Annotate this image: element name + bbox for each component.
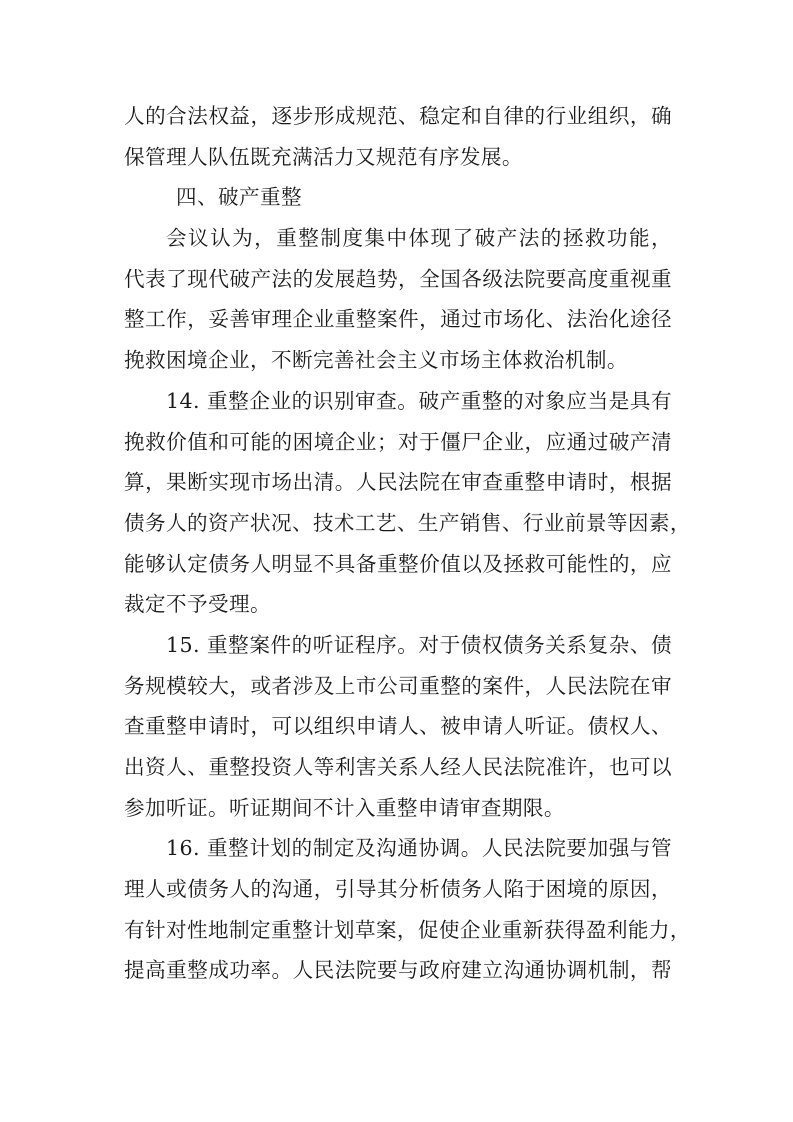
text-line: 有针对性地制定重整计划草案，促使企业重新获得盈利能力， — [124, 917, 691, 942]
paragraph-intro — [124, 218, 672, 381]
text-line: 14. 重整企业的识别审查。破产重整的对象应当是具有 — [166, 388, 672, 413]
text-line: 15. 重整案件的听证程序。对于债权债务关系复杂、债 — [166, 632, 672, 657]
paragraph-item-15 — [124, 625, 672, 828]
text-line: 查重整申请时，可以组织申请人、被申请人听证。债权人、 — [124, 714, 672, 739]
text-line: 务规模较大，或者涉及上市公司重整的案件，人民法院在审 — [124, 673, 672, 698]
text-line: 参加听证。听证期间不计入重整申请审查期限。 — [124, 795, 565, 820]
document-body — [124, 96, 691, 991]
text-line: 出资人、重整投资人等利害关系人经人民法院准许，也可以 — [124, 755, 672, 779]
text-line: 人的合法权益，逐步形成规范、稳定和自律的行业组织，确 — [124, 104, 672, 128]
text-line: 算，果断实现市场出清。人民法院在审查重整申请时，根据 — [124, 470, 672, 495]
text-line: 整工作，妥善审理企业重整案件，通过市场化、法治化途径 — [124, 307, 672, 332]
text-line: 债务人的资产状况、技术工艺、生产销售、行业前景等因素， — [124, 510, 691, 535]
text-line: 挽救价值和可能的困境企业；对于僵尸企业，应通过破产清 — [124, 429, 672, 454]
text-line: 保管理人队伍既充满活力又规范有序发展。 — [124, 144, 523, 169]
text-line: 代表了现代破产法的发展趋势，全国各级法院要高度重视重 — [124, 266, 672, 291]
text-line: 能够认定债务人明显不具备重整价值以及拯救可能性的，应 — [124, 551, 672, 576]
text-line: 提高重整成功率。人民法院要与政府建立沟通协调机制，帮 — [124, 958, 672, 983]
paragraph-item-14 — [124, 381, 691, 625]
text-line: 会议认为，重整制度集中体现了破产法的拯救功能， — [166, 226, 672, 251]
text-line: 挽救困境企业，不断完善社会主义市场主体救治机制。 — [124, 348, 628, 373]
paragraph-item-16 — [124, 828, 691, 991]
text-line: 16. 重整计划的制定及沟通协调。人民法院要加强与管 — [166, 836, 672, 861]
section-heading — [124, 177, 672, 218]
text-line: 裁定不予受理。 — [124, 592, 271, 617]
section-heading-text: 四、破产重整 — [176, 185, 302, 210]
paragraph-continuation — [124, 96, 672, 177]
text-line: 理人或债务人的沟通，引导其分析债务人陷于困境的原因， — [124, 877, 672, 902]
